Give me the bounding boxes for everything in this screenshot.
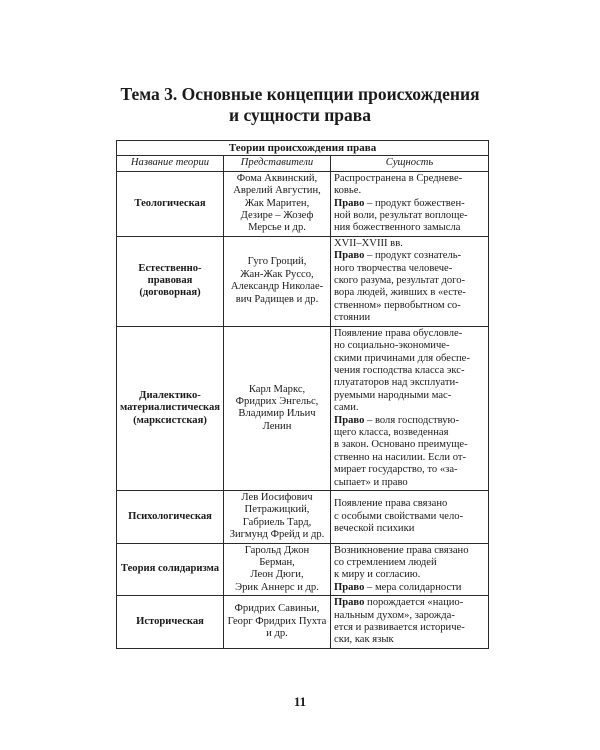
essence-line (334, 557, 485, 569)
essence-text: со стремлением людей (334, 557, 437, 568)
essence-cell (331, 490, 489, 543)
table-row (117, 543, 489, 596)
essence-line (334, 263, 485, 275)
table-row (117, 236, 489, 326)
representative-line: Зигмунд Фрейд и др. (229, 529, 325, 541)
essence-text: XVII–XVIII вв. (334, 237, 403, 249)
representative-line: Фома Аквинский, (236, 172, 318, 184)
representative-line: Леон Дюги, (250, 569, 304, 581)
essence-text: ковье. (334, 185, 362, 197)
essence-line (334, 287, 485, 299)
essence-line (334, 622, 485, 634)
essence-line (334, 198, 485, 210)
representative-line: Эрик Аннерс и др. (235, 581, 319, 593)
representative-line: и др. (266, 628, 288, 640)
essence-text: мирает государство, то «за- (334, 464, 458, 476)
essence-text: скими причинами для обеспе- (334, 352, 470, 364)
essence-line (334, 275, 485, 287)
essence-text: чения господства класса экс- (334, 364, 465, 376)
essence-bold-term: Право (334, 414, 365, 426)
essence-text: – воля господствую- (364, 414, 459, 426)
essence-cell (331, 596, 489, 649)
essence-text: ски, как язык (334, 634, 394, 646)
essence-text: сыпает» и право (334, 476, 408, 488)
essence-text: стоянии (334, 312, 371, 324)
essence-line (334, 402, 485, 414)
essence-line (334, 300, 485, 312)
essence-text: Возникновение права связано (334, 544, 469, 556)
representatives-cell (224, 326, 331, 490)
representative-line: Берман, (259, 557, 295, 568)
essence-text: веческой психики (334, 522, 415, 534)
essence-line (334, 523, 485, 535)
essence-text: Появление права обусловле- (334, 327, 463, 339)
essence-cell (331, 236, 489, 326)
essence-line (334, 439, 485, 451)
representative-line: Карл Маркс, (248, 383, 306, 395)
essence-line (334, 210, 485, 222)
representative-line: Петражицкий, (244, 504, 310, 516)
essence-bold-term: Право (334, 250, 365, 262)
essence-text: руемыми народными мас- (334, 389, 452, 401)
representative-line: Александр Николае- (230, 281, 324, 293)
representative-line: Георг Фридрих Пухта (227, 615, 327, 627)
essence-bold-term: Право (334, 197, 365, 209)
essence-bold-term: Право (334, 597, 365, 609)
essence-line (334, 610, 485, 622)
essence-line (334, 569, 485, 581)
essence-text: сами. (334, 402, 359, 414)
essence-text: ственном» первобытном со- (334, 299, 461, 311)
representative-line: Лев Иосифович (241, 491, 313, 503)
theory-name-line: (договорная) (139, 287, 201, 299)
table-row (117, 171, 489, 236)
representative-line: Ленин (262, 420, 292, 432)
essence-line (334, 597, 485, 609)
essence-line (334, 222, 485, 234)
essence-text: плуататоров над эксплуати- (334, 377, 459, 389)
representative-line: Фридрих Энгельс, (235, 395, 319, 407)
essence-line (334, 477, 485, 489)
essence-line (334, 340, 485, 352)
essence-line (334, 312, 485, 324)
essence-text: с особыми свойствами чело- (334, 510, 464, 522)
essence-line (334, 250, 485, 262)
essence-line (334, 634, 485, 646)
theory-name-line: Теория солидаризма (120, 563, 220, 575)
essence-text: Появление права связано (334, 498, 448, 510)
representative-line: Владимир Ильич (238, 408, 316, 420)
essence-text: вора людей, живших в «есте- (334, 287, 466, 299)
essence-line (334, 582, 485, 594)
theory-name-line: Психологическая (128, 510, 212, 522)
representative-line: вич Радищев и др. (235, 293, 319, 305)
essence-line (334, 464, 485, 476)
representatives-cell (224, 596, 331, 649)
table-row (117, 490, 489, 543)
essence-line (334, 545, 485, 557)
essence-text: Распространена в Средневе- (334, 172, 463, 184)
theory-name-line: Естественно-правовая (138, 262, 202, 287)
essence-line (334, 415, 485, 427)
essence-text: нальным духом», зарожда- (334, 609, 455, 621)
header-essence: Сущность (331, 156, 489, 171)
essence-cell (331, 171, 489, 236)
table-row (117, 596, 489, 649)
representative-line: Мерсье и др. (248, 222, 306, 234)
theory-name-cell (117, 236, 224, 326)
table-row (117, 326, 489, 490)
essence-text: – продукт сознатель- (364, 250, 462, 262)
page-title-line-2: и сущности права (229, 105, 371, 125)
essence-line (334, 390, 485, 402)
essence-line (334, 427, 485, 439)
essence-line (334, 452, 485, 464)
theory-name-cell (117, 543, 224, 596)
theory-name-cell (117, 596, 224, 649)
essence-bold-term: Право (334, 581, 365, 593)
essence-text: к миру и согласию. (334, 569, 421, 581)
essence-line (334, 498, 485, 510)
essence-text: ния божественного замысла (334, 222, 461, 234)
theory-name-line: (марксистская) (133, 414, 207, 426)
essence-text: в закон. Основано преимуще- (334, 439, 468, 451)
essence-line (334, 185, 485, 197)
table-caption-row (117, 141, 489, 156)
theory-name-line: Диалектико- (139, 389, 201, 401)
representative-line: Дезире – Жозеф (240, 210, 314, 222)
essence-line (334, 511, 485, 523)
essence-text: ется и развивается историче- (334, 622, 465, 634)
representative-line: Габриель Тард, (242, 516, 312, 528)
representatives-cell (224, 543, 331, 596)
essence-text: – мера солидарности (364, 581, 462, 593)
table-body (117, 171, 489, 648)
theory-name-cell (117, 171, 224, 236)
representative-line: Гарольд Джон (244, 544, 310, 556)
representative-line: Гуго Гроций, (247, 256, 307, 268)
table-header-row (117, 156, 489, 171)
theory-name-cell (117, 490, 224, 543)
essence-text: ского разума, результат дого- (334, 275, 466, 287)
header-theory-name: Название теории (117, 156, 224, 171)
theory-name-line: Теологическая (134, 197, 206, 209)
header-representatives: Представители (224, 156, 331, 171)
essence-line (334, 238, 485, 250)
page-title-line-1: Тема 3. Основные концепции происхождения (120, 84, 480, 104)
essence-text: ной воли, результат воплоще- (334, 210, 468, 222)
essence-text: но социально-экономиче- (334, 340, 450, 352)
representatives-cell (224, 171, 331, 236)
theory-name-cell (117, 326, 224, 490)
essence-cell (331, 326, 489, 490)
page-title (100, 84, 500, 126)
representatives-cell (224, 236, 331, 326)
essence-text: ственно на насилии. Если от- (334, 451, 467, 463)
essence-text: – продукт божествен- (364, 197, 465, 209)
representative-line: Фридрих Савиньи, (234, 603, 320, 615)
theories-table (116, 140, 489, 649)
table-caption: Теории происхождения права (117, 141, 489, 156)
theory-name-line: Историческая (136, 615, 204, 627)
essence-line (334, 377, 485, 389)
essence-text: ного творчества человече- (334, 262, 453, 274)
page-number: 11 (293, 694, 307, 709)
essence-line (334, 173, 485, 185)
essence-line (334, 353, 485, 365)
representatives-cell (224, 490, 331, 543)
essence-line (334, 328, 485, 340)
essence-line (334, 365, 485, 377)
representative-line: Аврелий Августин, (233, 185, 321, 197)
essence-cell (331, 543, 489, 596)
representative-line: Жан-Жак Руссо, (240, 268, 314, 280)
essence-text: порождается «нацио- (364, 597, 464, 609)
representative-line: Жак Маритен, (244, 197, 310, 209)
essence-text: щего класса, возведенная (334, 426, 449, 438)
theory-name-line: материалистическая (120, 402, 220, 414)
